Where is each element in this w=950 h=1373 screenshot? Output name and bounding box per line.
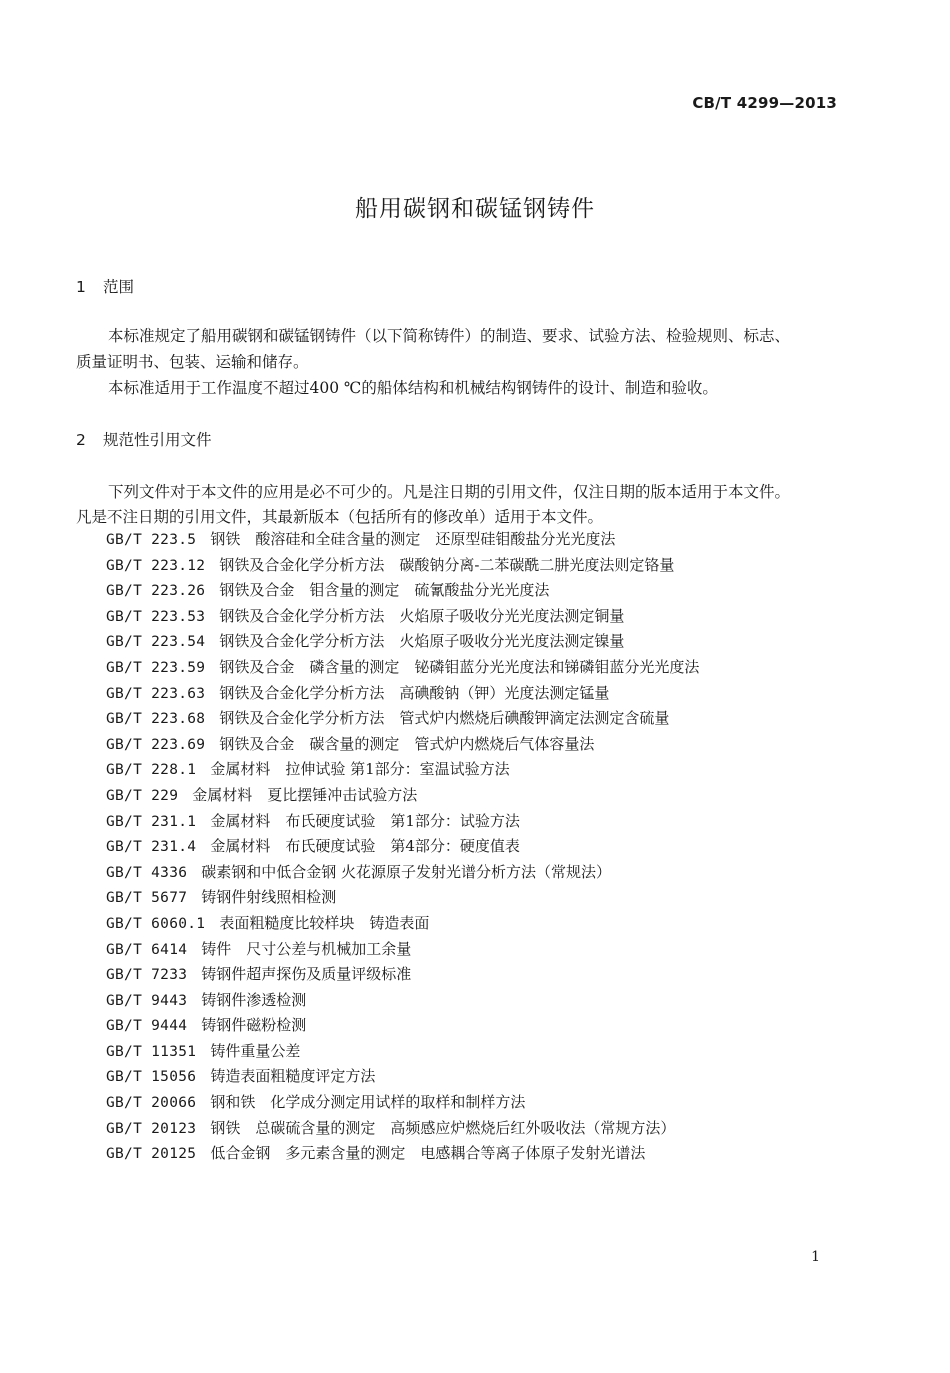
reference-code: GB/T 223.69 <box>106 736 206 753</box>
reference-title: 铸钢件超声探伤及质量评级标准 <box>201 965 412 984</box>
reference-item <box>106 783 699 809</box>
reference-item <box>106 962 699 988</box>
reference-item <box>106 937 699 963</box>
reference-item <box>106 655 699 681</box>
section-2-number: 2 <box>76 431 86 449</box>
reference-title: 钢铁 总碳硫含量的测定 高频感应炉燃烧后红外吸收法（常规方法） <box>210 1118 676 1137</box>
reference-item <box>106 860 699 886</box>
reference-title: 钢铁及合金 钼含量的测定 硫氰酸盐分光光度法 <box>219 581 550 600</box>
reference-item <box>106 1064 699 1090</box>
reference-code: GB/T 231.1 <box>106 813 197 830</box>
scope-paragraph-2: 本标准适用于工作温度不超过400 ℃的船体结构和机械结构钢铸件的设计、制造和验收。 <box>108 379 718 397</box>
reference-title: 钢铁及合金化学分析方法 碳酸钠分离-二苯碳酰二肼光度法则定铬量 <box>219 555 675 574</box>
reference-code: GB/T 20066 <box>106 1095 197 1112</box>
reference-title: 金属材料 布氏硬度试验 第1部分：试验方法 <box>210 811 520 830</box>
scope-paragraph-1-line-2: 质量证明书、包装、运输和储存。 <box>76 353 309 371</box>
reference-item <box>106 809 699 835</box>
references-intro-line-2: 凡是不注日期的引用文件，其最新版本（包括所有的修改单）适用于本文件。 <box>76 508 604 526</box>
reference-title: 金属材料 拉伸试验 第1部分：室温试验方法 <box>210 760 510 779</box>
reference-code: GB/T 223.26 <box>106 583 206 600</box>
reference-item <box>106 732 699 758</box>
reference-item <box>106 988 699 1014</box>
section-1-heading <box>76 275 134 297</box>
reference-item <box>106 757 699 783</box>
reference-item <box>106 1141 699 1167</box>
reference-item <box>106 578 699 604</box>
reference-item <box>106 629 699 655</box>
reference-title: 铸件重量公差 <box>210 1041 301 1060</box>
section-2-heading <box>76 428 212 450</box>
reference-code: GB/T 6060.1 <box>106 915 206 932</box>
reference-title: 钢铁及合金化学分析方法 火焰原子吸收分光光度法测定镍量 <box>219 632 625 651</box>
standard-code: CB/T 4299—2013 <box>692 94 837 112</box>
reference-code: GB/T 231.4 <box>106 839 197 856</box>
reference-code: GB/T 223.68 <box>106 711 206 728</box>
normative-references-list <box>106 527 699 1167</box>
reference-code: GB/T 9443 <box>106 992 188 1009</box>
reference-title: 低合金钢 多元素含量的测定 电感耦合等离子体原子发射光谱法 <box>210 1144 646 1163</box>
reference-code: GB/T 228.1 <box>106 762 197 779</box>
reference-title: 钢铁 酸溶硅和全硅含量的测定 还原型硅钼酸盐分光光度法 <box>210 530 616 548</box>
reference-title: 铸件 尺寸公差与机械加工余量 <box>201 939 412 958</box>
reference-title: 铸钢件渗透检测 <box>201 990 307 1009</box>
reference-code: GB/T 223.53 <box>106 608 206 625</box>
section-2-title: 规范性引用文件 <box>103 431 212 449</box>
reference-item <box>106 1013 699 1039</box>
reference-title: 钢铁及合金 磷含量的测定 铋磷钼蓝分光光度法和锑磷钼蓝分光光度法 <box>219 657 700 676</box>
reference-title: 铸钢件射线照相检测 <box>201 888 337 907</box>
reference-title: 钢铁及合金化学分析方法 火焰原子吸收分光光度法测定铜量 <box>219 606 625 625</box>
reference-code: GB/T 4336 <box>106 864 188 881</box>
reference-title: 金属材料 夏比摆锤冲击试验方法 <box>192 785 418 804</box>
scope-paragraph-1-line-1: 本标准规定了船用碳钢和碳锰钢铸件（以下简称铸件）的制造、要求、试验方法、检验规则、标志、 <box>108 327 791 345</box>
reference-item <box>106 834 699 860</box>
reference-code: GB/T 5677 <box>106 890 188 907</box>
reference-code: GB/T 7233 <box>106 967 188 984</box>
reference-item <box>106 706 699 732</box>
reference-code: GB/T 20123 <box>106 1120 197 1137</box>
reference-title: 钢铁及合金化学分析方法 高碘酸钠（钾）光度法测定锰量 <box>219 683 610 702</box>
reference-title: 铸钢件磁粉检测 <box>201 1016 307 1035</box>
document-title: 船用碳钢和碳锰钢铸件 <box>355 196 595 222</box>
reference-item <box>106 553 699 579</box>
references-intro-line-1: 下列文件对于本文件的应用是必不可少的。凡是注日期的引用文件，仅注日期的版本适用于本文件。 <box>108 483 791 501</box>
page-number: 1 <box>811 1249 820 1265</box>
reference-code: GB/T 223.12 <box>106 557 206 574</box>
reference-item <box>106 604 699 630</box>
reference-code: GB/T 223.63 <box>106 685 206 702</box>
reference-title: 钢铁及合金 碳含量的测定 管式炉内燃烧后气体容量法 <box>219 734 595 753</box>
reference-title: 钢和铁 化学成分测定用试样的取样和制样方法 <box>210 1093 526 1112</box>
reference-code: GB/T 229 <box>106 787 179 804</box>
reference-item <box>106 1090 699 1116</box>
reference-title: 钢铁及合金化学分析方法 管式炉内燃烧后碘酸钾滴定法测定含硫量 <box>219 709 670 728</box>
reference-code: GB/T 9444 <box>106 1018 188 1035</box>
reference-item <box>106 1116 699 1142</box>
reference-title: 碳素钢和中低合金钢 火花源原子发射光谱分析方法（常规法） <box>201 862 612 881</box>
reference-code: GB/T 6414 <box>106 941 188 958</box>
reference-item <box>106 911 699 937</box>
reference-code: GB/T 11351 <box>106 1043 197 1060</box>
reference-code: GB/T 223.54 <box>106 634 206 651</box>
reference-item <box>106 527 699 553</box>
reference-title: 金属材料 布氏硬度试验 第4部分：硬度值表 <box>210 837 520 856</box>
reference-code: GB/T 223.5 <box>106 532 197 548</box>
reference-item <box>106 681 699 707</box>
reference-code: GB/T 20125 <box>106 1146 197 1163</box>
reference-code: GB/T 15056 <box>106 1069 197 1086</box>
section-1-number: 1 <box>76 278 86 296</box>
reference-title: 表面粗糙度比较样块 铸造表面 <box>219 913 430 932</box>
reference-item <box>106 885 699 911</box>
section-1-title: 范围 <box>103 278 135 296</box>
reference-item <box>106 1039 699 1065</box>
reference-code: GB/T 223.59 <box>106 659 206 676</box>
reference-title: 铸造表面粗糙度评定方法 <box>210 1067 376 1086</box>
